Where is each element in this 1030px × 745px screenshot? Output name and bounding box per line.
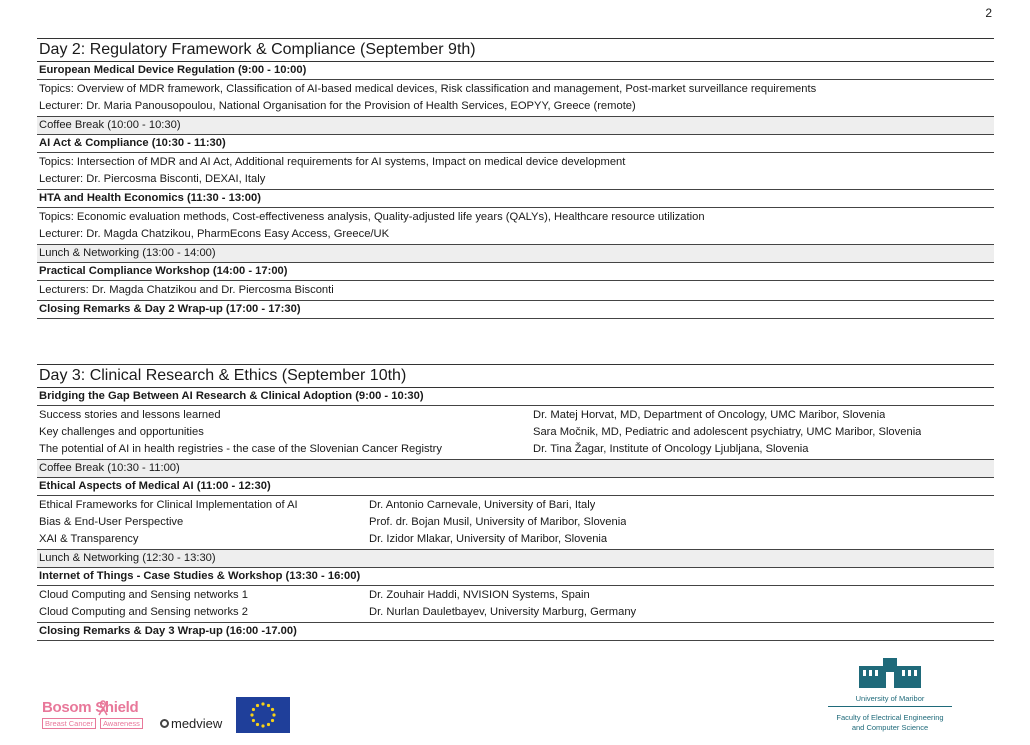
hta-topics: Topics: Economic evaluation methods, Cost-effectiveness analysis, Quality-adjusted life years (QALYs), Healthcare resource utilization (39, 211, 705, 223)
pink-ribbon-icon (98, 700, 108, 716)
talk-speaker: Dr. Antonio Carnevale, University of Bari, Italy (369, 499, 596, 511)
talk-row (39, 424, 994, 441)
bosom-tag-right: Awareness (100, 718, 143, 729)
eu-star-icon (267, 704, 270, 707)
bosom-tag-left: Breast Cancer (42, 718, 96, 729)
university-of-maribor-logo (820, 656, 960, 733)
hta-session-header: HTA and Health Economics (11:30 - 13:00) (37, 190, 994, 208)
talk-speaker: Dr. Tina Žagar, Institute of Oncology Ljubljana, Slovenia (533, 443, 809, 455)
talk-speaker: Prof. dr. Bojan Musil, University of Maribor, Slovenia (369, 516, 627, 528)
day3-lunch-break: Lunch & Networking (12:30 - 13:30) (37, 550, 994, 568)
eu-star-icon (271, 708, 274, 711)
aiact-session-header: AI Act & Compliance (10:30 - 11:30) (37, 135, 994, 153)
bosom-shield-logo (40, 699, 156, 733)
aiact-topics: Topics: Intersection of MDR and AI Act, Additional requirements for AI systems, Impact on medical device development (39, 156, 626, 168)
talk-speaker: Dr. Izidor Mlakar, University of Maribor, Slovenia (369, 533, 608, 545)
talk-row (39, 514, 994, 531)
talk-title: Cloud Computing and Sensing networks 2 (39, 606, 248, 618)
talk-title: Key challenges and opportunities (39, 426, 204, 438)
bosom-shield-tagline (42, 719, 147, 728)
page-number: 2 (985, 6, 992, 20)
eu-star-icon (256, 704, 259, 707)
talk-speaker: Dr. Matej Horvat, MD, Department of Oncology, UMC Maribor, Slovenia (533, 409, 886, 421)
hta-session-details (37, 208, 994, 245)
faculty-name-line1: Faculty of Electrical Engineering (836, 713, 944, 722)
faculty-name-line2: and Computer Science (851, 723, 929, 732)
mdr-lecturer: Lecturer: Dr. Maria Panousopoulou, National Organisation for the Provision of Health Services, EOPYY, Greece (remote) (39, 100, 636, 112)
medview-logo (160, 716, 222, 731)
day3-coffee-break: Coffee Break (10:30 - 11:00) (37, 460, 994, 478)
bosom-shield-wordmark: Bosom Shield (42, 699, 139, 716)
aiact-lecturer: Lecturer: Dr. Piercosma Bisconti, DEXAI, Italy (39, 173, 266, 185)
iot-session-header: Internet of Things - Case Studies & Workshop (13:30 - 16:00) (37, 568, 994, 586)
iot-talks (37, 586, 994, 623)
talk-title: Success stories and lessons learned (39, 409, 221, 421)
talk-row (39, 604, 994, 621)
ethics-talks (37, 496, 994, 550)
bridging-talks (37, 406, 994, 460)
day3-section (37, 364, 994, 641)
eu-star-icon (271, 719, 274, 722)
eu-star-icon (256, 723, 259, 726)
eu-star-icon (267, 723, 270, 726)
aiact-session-details (37, 153, 994, 190)
talk-row (39, 407, 994, 424)
eu-flag-icon (236, 697, 290, 733)
bridging-session-header: Bridging the Gap Between AI Research & Clinical Adoption (9:00 - 10:30) (37, 388, 994, 406)
medview-wordmark: medview (171, 716, 223, 731)
talk-speaker: Dr. Nurlan Dauletbayev, University Marburg, Germany (369, 606, 637, 618)
talk-title: Bias & End-User Perspective (39, 516, 184, 528)
eu-star-icon (273, 713, 276, 716)
talk-title: The potential of AI in health registries - the case of the Slovenian Cancer Registry (39, 443, 442, 455)
workshop-lecturers: Lecturers: Dr. Magda Chatzikou and Dr. Piercosma Bisconti (39, 284, 334, 296)
talk-title: XAI & Transparency (39, 533, 139, 545)
talk-row (39, 497, 994, 514)
talk-row (39, 587, 994, 604)
day2-closing-remarks: Closing Remarks & Day 2 Wrap-up (17:00 - 17:30) (37, 301, 994, 319)
talk-speaker: Sara Močnik, MD, Pediatric and adolescent psychiatry, UMC Maribor, Slovenia (533, 426, 922, 438)
logo-divider (828, 706, 952, 707)
workshop-session-details (37, 281, 994, 301)
day3-title: Day 3: Clinical Research & Ethics (September 10th) (37, 364, 994, 388)
medview-circle-icon (160, 719, 169, 728)
mdr-session-header: European Medical Device Regulation (9:00 - 10:00) (37, 62, 994, 80)
day3-closing-remarks: Closing Remarks & Day 3 Wrap-up (16:00 -17.00) (37, 623, 994, 641)
talk-row (39, 531, 994, 548)
talk-speaker: Dr. Zouhair Haddi, NVISION Systems, Spain (369, 589, 590, 601)
workshop-session-header: Practical Compliance Workshop (14:00 - 17:00) (37, 263, 994, 281)
mdr-session-details (37, 80, 994, 117)
eu-star-icon (251, 713, 254, 716)
eu-star-icon (262, 724, 265, 727)
hta-lecturer: Lecturer: Dr. Magda Chatzikou, PharmEcons Easy Access, Greece/UK (39, 228, 390, 240)
day2-coffee-break: Coffee Break (10:00 - 10:30) (37, 117, 994, 135)
mdr-topics: Topics: Overview of MDR framework, Classification of AI-based medical devices, Risk classification and management, Post-market surveillance requirements (39, 83, 817, 95)
day2-lunch-break: Lunch & Networking (13:00 - 14:00) (37, 245, 994, 263)
talk-title: Ethical Frameworks for Clinical Implementation of AI (39, 499, 298, 511)
eu-star-icon (262, 702, 265, 705)
talk-row (39, 441, 994, 458)
university-building-icon (853, 656, 927, 692)
sponsor-logos (40, 693, 290, 733)
eu-star-icon (252, 708, 255, 711)
university-name: University of Maribor (855, 694, 925, 703)
eu-star-icon (252, 719, 255, 722)
ethics-session-header: Ethical Aspects of Medical AI (11:00 - 12:30) (37, 478, 994, 496)
day2-title: Day 2: Regulatory Framework & Compliance (September 9th) (37, 38, 994, 62)
day2-section (37, 38, 994, 319)
talk-title: Cloud Computing and Sensing networks 1 (39, 589, 248, 601)
